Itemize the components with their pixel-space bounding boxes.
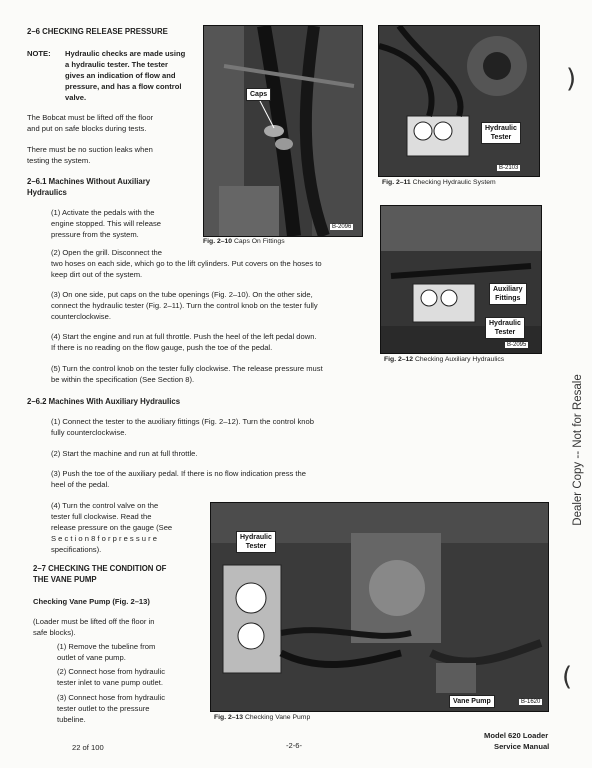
- fig-2-12-label1-line-a: Auxiliary: [493, 286, 523, 293]
- step1-line-2: engine stopped. This will release: [51, 219, 162, 228]
- fig-2-12-caption-text: Checking Auxiliary Hydraulics: [414, 356, 505, 363]
- fig-2-10-number: Fig. 2–10: [203, 238, 233, 245]
- section-2-6-2-title: 2–6.2 Machines With Auxiliary Hydraulics: [27, 397, 181, 406]
- v3-line-2: tester outlet to the pressure: [57, 704, 150, 713]
- fig-2-12-label1-line-b: Fittings: [495, 295, 521, 302]
- fig-2-12-label2-line-b: Tester: [494, 329, 516, 336]
- note-line-2: a hydraulic tester. The tester: [65, 60, 168, 69]
- fig-2-10-caption-text: Caps On Fittings: [233, 238, 285, 245]
- footer-page-number: -2-6-: [286, 741, 303, 750]
- step1-line-3: pressure from the system.: [51, 230, 139, 239]
- fig-2-11-label-line-b: Tester: [490, 134, 512, 141]
- fig-2-11-photo: [378, 25, 540, 177]
- fig-2-11-caption-text: Checking Hydraulic System: [412, 179, 496, 186]
- v3-line-1: (3) Connect hose from hydraulic: [57, 693, 166, 702]
- fig-2-13-caption-text: Checking Vane Pump: [244, 714, 311, 721]
- v1-line-2: outlet of vane pump.: [57, 653, 126, 662]
- section-2-6-1-title-b: Hydraulics: [27, 188, 67, 197]
- a2-line-1: (2) Start the machine and run at full throttle.: [51, 449, 198, 458]
- v3-line-3: tubeline.: [57, 715, 86, 724]
- fig-2-13-label-vane-pump: Vane Pump: [449, 695, 495, 708]
- fig-2-11-number: Fig. 2–11: [382, 179, 411, 186]
- step2-line-2: two hoses on each side, which go to the lift cylinders. Put covers on the hoses to: [51, 259, 322, 268]
- section-2-6-1-title-a: 2–6.1 Machines Without Auxiliary: [27, 177, 151, 186]
- fig-2-13-label-hydraulic-tester: [236, 531, 276, 553]
- fig-2-13-photo: [210, 502, 549, 712]
- a4-line-3: release pressure on the gauge (See: [51, 523, 173, 532]
- a3-line-2: heel of the pedal.: [51, 480, 110, 489]
- section-2-7-title-b: THE VANE PUMP: [33, 575, 97, 584]
- step4-line-1: (4) Start the engine and run at full throttle. Push the heel of the left pedal down.: [51, 332, 317, 341]
- binder-hole-bottom: (: [562, 662, 573, 692]
- para1-line-1: The Bobcat must be lifted off the floor: [27, 113, 154, 122]
- step3-line-2: connect the hydraulic tester (Fig. 2–11). Turn the control knob on the tester fully: [51, 301, 318, 310]
- a1-line-1: (1) Connect the tester to the auxiliary fittings (Fig. 2–12). Turn the control knob: [51, 417, 314, 426]
- fig-2-12-number: Fig. 2–12: [384, 356, 414, 363]
- step3-line-3: counterclockwise.: [51, 312, 111, 321]
- fig-2-13-code: B-1620: [521, 699, 541, 705]
- note-line-5: valve.: [65, 93, 87, 102]
- step1-line-1: (1) Activate the pedals with the: [51, 208, 155, 217]
- fig-2-13-label1-line-a: Hydraulic: [240, 534, 272, 541]
- footer-model: Model 620 Loader: [484, 731, 549, 740]
- fig-2-12-label-hydraulic-tester: [485, 317, 525, 339]
- section-2-6-title: 2–6 CHECKING RELEASE PRESSURE: [27, 27, 168, 36]
- fig-2-12-code: B-2095: [507, 342, 527, 348]
- fig-2-10-label-caps: Caps: [246, 88, 271, 101]
- vane-note-line-2: safe blocks).: [33, 628, 76, 637]
- fittings-illustration: [204, 26, 362, 236]
- fig-2-12-label2-line-a: Hydraulic: [489, 320, 521, 327]
- fig-2-12-caption: [384, 356, 504, 363]
- watermark-text: Dealer Copy -- Not for Resale: [572, 374, 584, 526]
- hydraulic-system-illustration: [379, 26, 539, 176]
- section-2-7-title-a: 2–7 CHECKING THE CONDITION OF: [33, 564, 167, 573]
- a1-line-2: fully counterclockwise.: [51, 428, 127, 437]
- para2-line-1: There must be no suction leaks when: [27, 145, 153, 154]
- a4-line-1: (4) Turn the control valve on the: [51, 501, 159, 510]
- fig-2-12-label-auxiliary-fittings: [489, 283, 527, 305]
- step4-line-2: If there is no reading on the flow gauge, push the toe of the pedal.: [51, 343, 273, 352]
- para2-line-2: testing the system.: [27, 156, 91, 165]
- note-line-4: pressure, and has a flow control: [65, 82, 182, 91]
- v2-line-2: tester inlet to vane pump outlet.: [57, 678, 163, 687]
- binder-hole-top: ): [566, 64, 577, 94]
- step2-line-3: keep dirt out of the system.: [51, 270, 143, 279]
- fig-2-13-number: Fig. 2–13: [214, 714, 244, 721]
- vane-note-line-1: (Loader must be lifted off the floor in: [33, 617, 155, 626]
- step3-line-1: (3) On one side, put caps on the tube openings (Fig. 2–10). On the other side,: [51, 290, 313, 299]
- a4-line-4: S e c t i o n 8 f o r p r e s s u r e: [51, 534, 157, 543]
- dealer-copy-watermark: [568, 300, 588, 600]
- a3-line-1: (3) Push the toe of the auxiliary pedal. If there is no flow indication press the: [51, 469, 306, 478]
- fig-2-12-photo: [380, 205, 542, 354]
- fig-2-11-caption: [382, 179, 496, 186]
- v2-line-1: (2) Connect hose from hydraulic: [57, 667, 166, 676]
- footer-manual: Service Manual: [494, 742, 550, 751]
- fig-2-13-caption: [214, 714, 310, 721]
- step2-line-1: (2) Open the grill. Disconnect the: [51, 248, 163, 257]
- fig-2-10-code: B-2096: [332, 224, 352, 230]
- v1-line-1: (1) Remove the tubeline from: [57, 642, 156, 651]
- fig-2-11-label-hydraulic-tester: [481, 122, 521, 144]
- a4-line-2: tester full clockwise. Read the: [51, 512, 152, 521]
- fig-2-10-caption: [203, 238, 285, 245]
- fig-2-13-label1-line-b: Tester: [245, 543, 267, 550]
- a4-line-5: specifications).: [51, 545, 102, 554]
- note-line-3: gives an indication of flow and: [65, 71, 176, 80]
- fig-2-11-code: B-2103: [499, 165, 519, 171]
- note-label: NOTE:: [27, 49, 51, 58]
- step5-line-1: (5) Turn the control knob on the tester fully clockwise. The release pressure must: [51, 364, 323, 373]
- vane-pump-subtitle: Checking Vane Pump (Fig. 2–13): [33, 597, 150, 606]
- step5-line-2: be within the specification (See Section 8).: [51, 375, 195, 384]
- footer-page-count: 22 of 100: [72, 743, 104, 752]
- fig-2-10-photo: [203, 25, 363, 237]
- para1-line-2: and put on safe blocks during tests.: [27, 124, 147, 133]
- note-line-1: Hydraulic checks are made using: [65, 49, 186, 58]
- fig-2-11-label-line-a: Hydraulic: [485, 125, 517, 132]
